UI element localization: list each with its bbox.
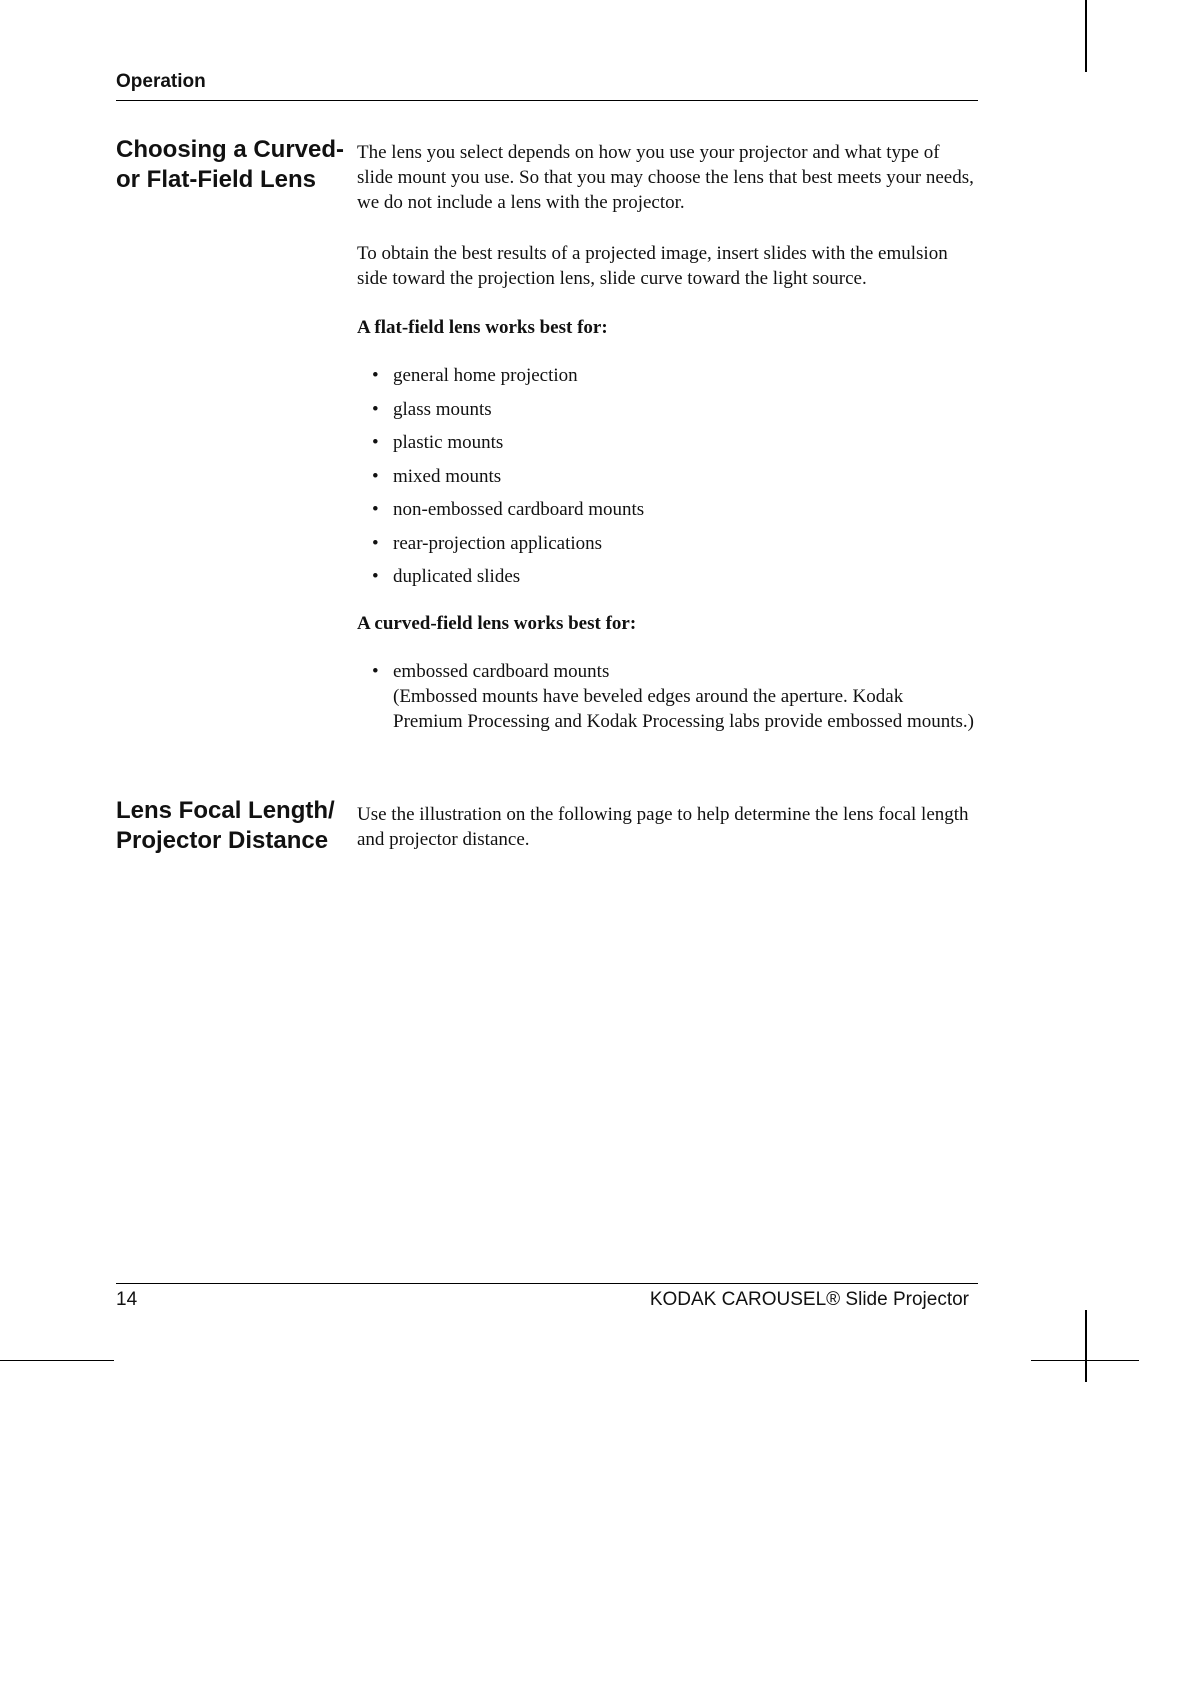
footer-title: KODAK CAROUSEL® Slide Projector <box>649 1289 969 1310</box>
section-body-lens-choice <box>357 140 977 734</box>
curved-field-lead: A curved-field lens works best for: <box>357 613 637 634</box>
curved-field-list <box>357 659 977 734</box>
list-item <box>357 497 977 522</box>
list-item-text: rear-projection applications <box>393 532 603 554</box>
list-item-text: duplicated slides <box>393 566 521 587</box>
section-heading-line: Projector Distance <box>116 827 329 854</box>
bullet-icon: • <box>372 365 379 386</box>
section-heading-line: or Flat-Field Lens <box>116 166 317 193</box>
crop-mark-top-vertical <box>1085 0 1087 72</box>
list-item <box>357 430 977 455</box>
bullet-icon: • <box>372 432 379 453</box>
page-number: 14 <box>116 1289 138 1310</box>
body-paragraph: To obtain the best results of a projected image, insert slides with the emulsion side toward the projection lens, slide curve toward the light source. <box>357 243 948 289</box>
footer-rule <box>116 1283 978 1284</box>
crop-mark-bottom-right-horizontal <box>1031 1360 1139 1361</box>
flat-field-lead: A flat-field lens works best for: <box>357 317 608 338</box>
bullet-icon: • <box>372 532 379 554</box>
section-body-focal-length <box>357 802 977 852</box>
flat-field-list <box>357 363 977 589</box>
list-item-text: non-embossed cardboard mounts <box>393 499 645 520</box>
section-heading-lens-choice <box>116 135 346 195</box>
list-item-text: embossed cardboard mounts <box>393 661 610 682</box>
list-item-text: mixed mounts <box>393 465 502 487</box>
section-heading-focal-length <box>116 796 346 856</box>
list-item <box>357 659 977 734</box>
bullet-icon: • <box>372 661 379 682</box>
list-item <box>357 564 977 589</box>
crop-mark-bottom-right-vertical <box>1085 1310 1087 1382</box>
list-item-text: general home projection <box>393 365 578 386</box>
list-item-text: glass mounts <box>393 398 492 420</box>
bullet-icon: • <box>372 465 379 487</box>
body-paragraph: The lens you select depends on how you use your projector and what type of slide mount you use. So that you may choose the lens that best meets your needs, we do not include a lens with the projector. <box>357 142 974 213</box>
list-item <box>357 531 977 556</box>
list-item <box>357 397 977 422</box>
list-item <box>357 363 977 388</box>
header-rule <box>116 100 978 101</box>
list-item <box>357 464 977 489</box>
crop-mark-bottom-left-horizontal <box>0 1360 114 1361</box>
running-head: Operation <box>116 71 206 92</box>
bullet-icon: • <box>372 499 379 520</box>
body-paragraph: Use the illustration on the following page to help determine the lens focal length and projector distance. <box>357 804 969 850</box>
bullet-icon: • <box>372 566 379 587</box>
list-item-text: plastic mounts <box>393 432 504 453</box>
bullet-icon: • <box>372 398 379 420</box>
section-heading-line: Choosing a Curved- <box>116 136 345 163</box>
section-heading-line: Lens Focal Length/ <box>116 797 335 824</box>
list-item-note: (Embossed mounts have beveled edges around the aperture. Kodak Premium Processing and Kodak Processing labs provide embossed mounts.) <box>393 686 975 732</box>
